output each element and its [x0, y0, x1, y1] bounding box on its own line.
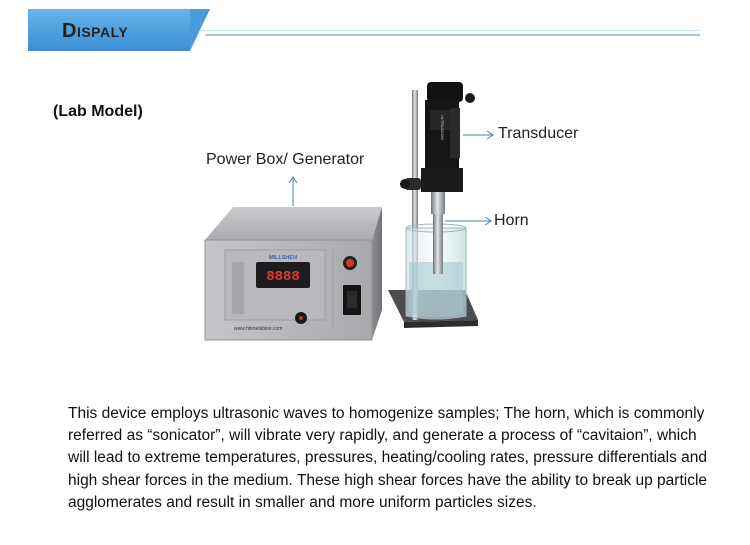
model-subtitle: (Lab Model): [53, 103, 143, 120]
page-title: Dispaly: [62, 20, 129, 42]
transducer: [400, 82, 475, 192]
power-box-label: Power Box/ Generator: [206, 151, 365, 168]
horn: [431, 192, 445, 274]
display-readout: 8888: [266, 269, 300, 285]
generator-box: [205, 207, 382, 340]
transducer-label: Transducer: [498, 125, 579, 142]
svg-text:ULTRASONIC: ULTRASONIC: [440, 115, 445, 141]
description-paragraph: This device employs ultrasonic waves to homogenize samples; The horn, which is commonly referred as “sonicator”, will vibrate very rapidly, and generate a process of “cavitaion”, which will lead to extreme temperatures, pressures, heating/cooling rates, pressure differentials and high shear forces in the medium. These high shear forces have the ability to break up particle agglomerates and result in smaller and more uniform particles sizes.: [68, 405, 708, 511]
brand-label: MILLSHEN: [268, 255, 298, 261]
horn-label: Horn: [494, 212, 529, 229]
url-label: www.hbmelsbion.com: [234, 326, 283, 332]
